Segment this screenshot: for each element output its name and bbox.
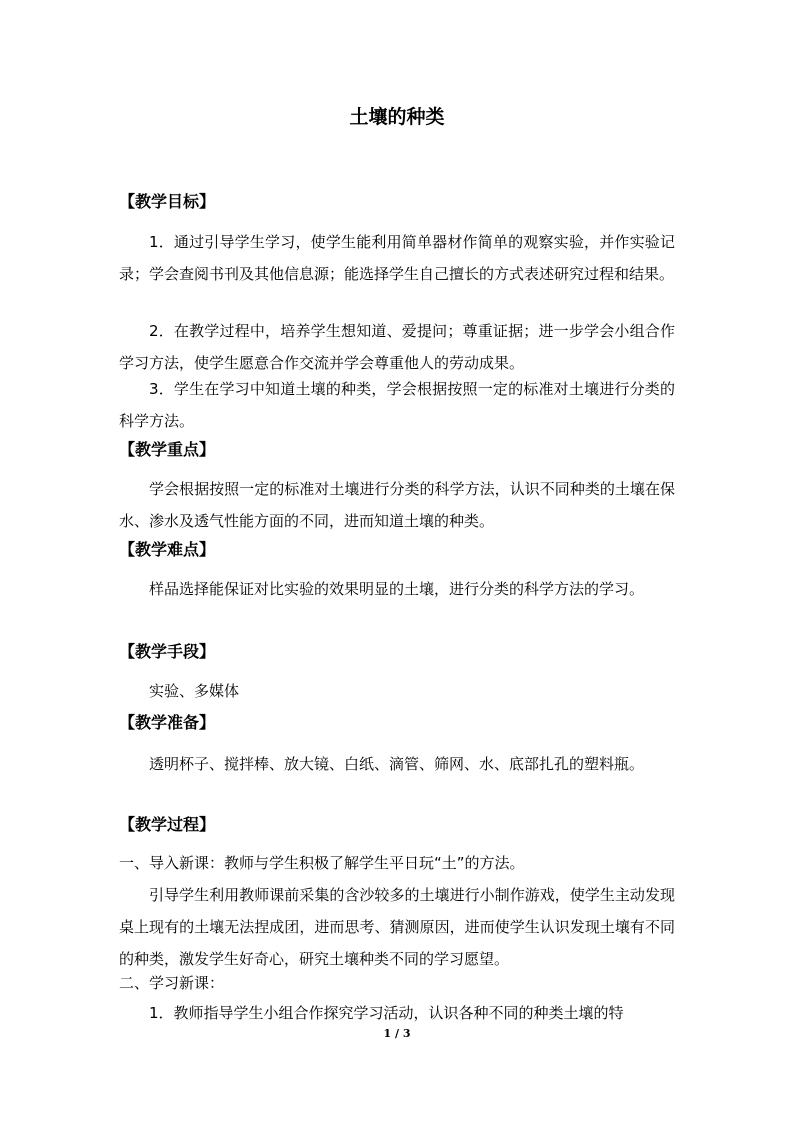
difficulties-heading: 【教学难点】 bbox=[119, 540, 216, 559]
means-text: 实验、多媒体 bbox=[149, 682, 240, 700]
means-heading: 【教学手段】 bbox=[119, 642, 216, 661]
process-step1-text: 引导学生利用教师课前采集的含沙较多的土壤进行小制作游戏，使学生主动发现桌上现有的土壤无法捏成团，进而思考、猜测原因，进而使学生认识发现土壤有不同的种类，激发学生好奇心，研究土壤种类不同的学习愿望。 bbox=[119, 886, 675, 968]
page-title: 土壤的种类 bbox=[349, 106, 445, 128]
key-points-heading: 【教学重点】 bbox=[119, 440, 216, 459]
process-heading: 【教学过程】 bbox=[119, 815, 216, 834]
preparation-text: 透明杯子、搅拌棒、放大镜、白纸、滴管、筛网、水、底部扎孔的塑料瓶。 bbox=[149, 755, 645, 773]
objective-item-2: 2．在教学过程中，培养学生想知道、爱提问；尊重证据；进一步学会小组合作学习方法，使学生愿意合作交流并学会尊重他人的劳动成果。 bbox=[119, 322, 675, 372]
key-points-text: 学会根据按照一定的标准对土壤进行分类的科学方法，认识不同种类的土壤在保水、渗水及透气性能方面的不同，进而知道土壤的种类。 bbox=[119, 480, 675, 530]
objective-item-1: 1．通过引导学生学习，使学生能利用简单器材作简单的观察实验，并作实验记录；学会查阅书刊及其他信息源；能选择学生自己擅长的方式表述研究过程和结果。 bbox=[119, 233, 675, 283]
page-number: 1 / 3 bbox=[383, 1027, 411, 1040]
process-step1-title: 一、导入新课：教师与学生积极了解学生平日玩“土”的方法。 bbox=[119, 854, 525, 872]
preparation-heading: 【教学准备】 bbox=[119, 713, 216, 732]
process-step2-item1: 1．教师指导学生小组合作探究学习活动，认识各种不同的种类土壤的特 bbox=[149, 1004, 624, 1022]
difficulties-text: 样品选择能保证对比实验的效果明显的土壤，进行分类的科学方法的学习。 bbox=[149, 580, 645, 598]
objective-item-3: 3．学生在学习中知道土壤的种类，学会根据按照一定的标准对土壤进行分类的科学方法。 bbox=[119, 380, 675, 430]
process-step2-title: 二、学习新课： bbox=[119, 974, 225, 992]
objectives-heading: 【教学目标】 bbox=[119, 192, 216, 211]
